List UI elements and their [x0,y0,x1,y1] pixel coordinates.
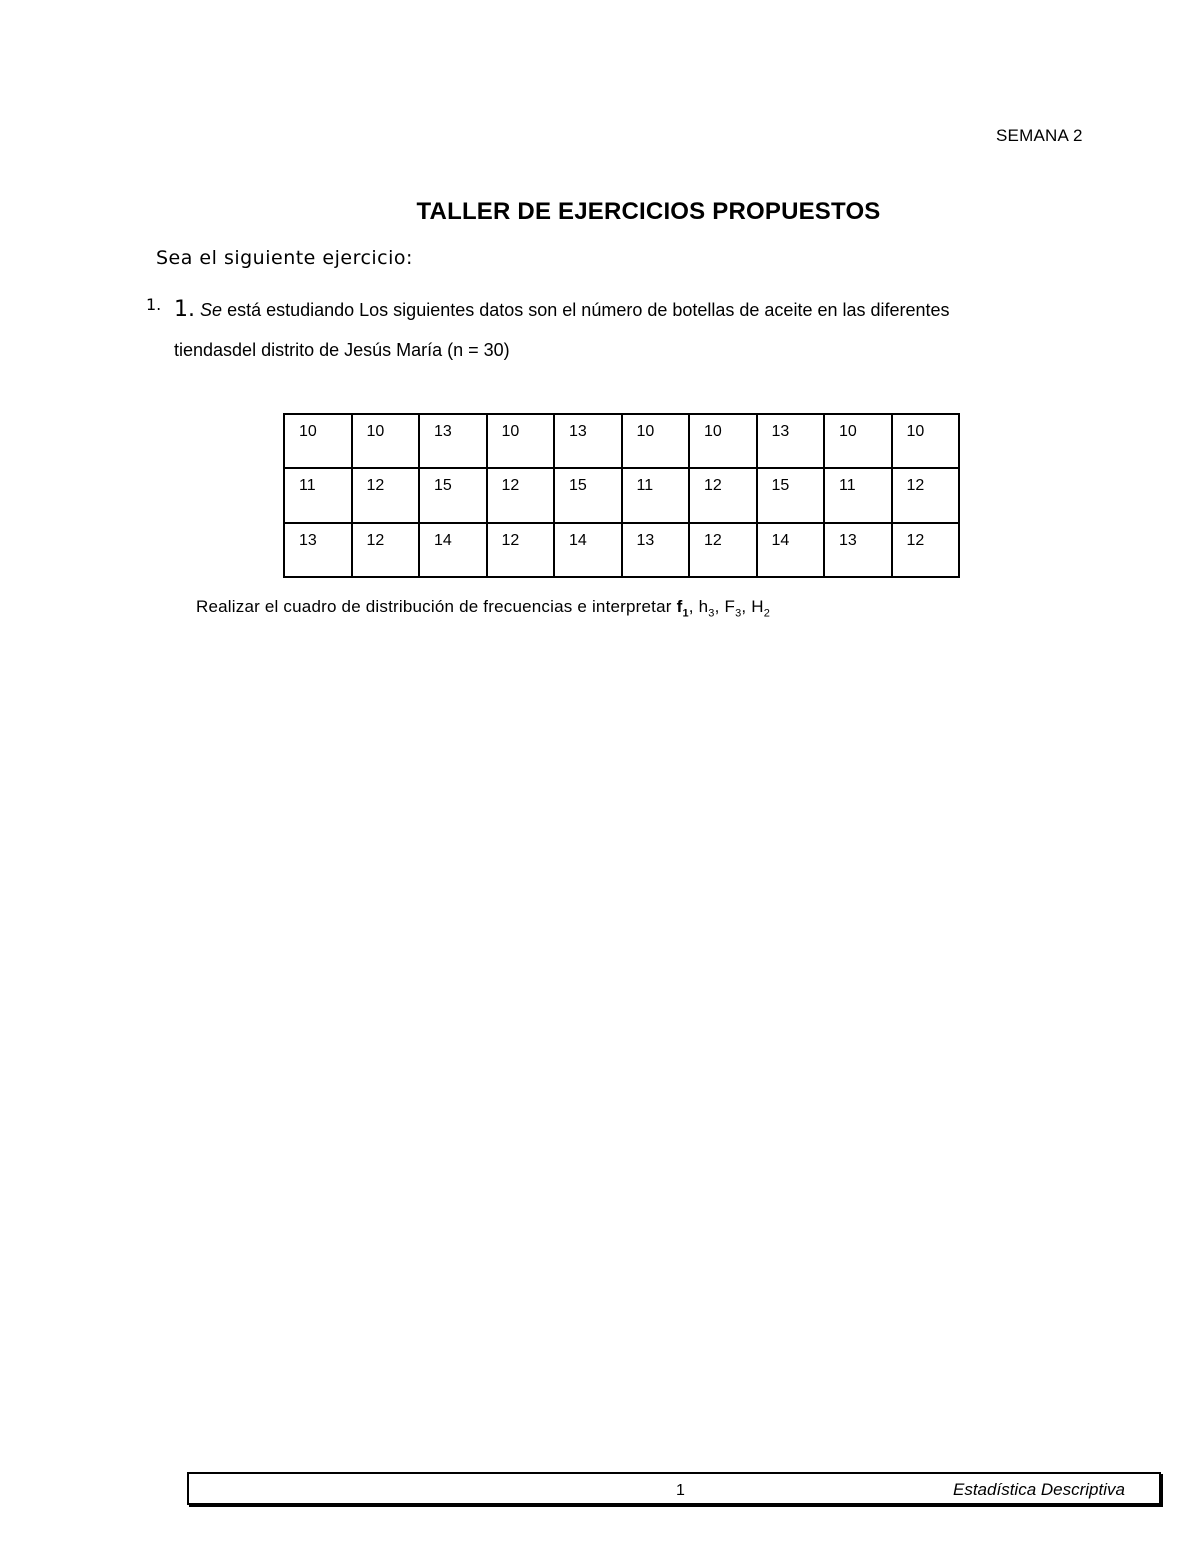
footer-page-number: 1 [676,1482,685,1499]
term-symbol: h [698,597,709,616]
table-cell: 10 [689,414,757,468]
table-cell: 11 [622,468,690,522]
table-cell: 11 [824,468,892,522]
table-cell: 14 [757,523,825,577]
exercise-lead: Se [200,300,223,320]
table-cell: 13 [622,523,690,577]
table-cell: 12 [689,468,757,522]
term-subscript: 3 [708,607,715,620]
list-number: 1. [146,295,162,314]
table-cell: 12 [352,523,420,577]
term-separator: , [714,597,725,616]
exercise-text-line1: está estudiando Los siguientes datos son el número de botellas de aceite en las diferentes [227,300,950,320]
term-symbol: H [751,597,764,616]
table-cell: 12 [352,468,420,522]
table-cell: 13 [284,523,352,577]
table-cell: 15 [419,468,487,522]
footer-course-name: Estadística Descriptiva [953,1480,1125,1499]
term-subscript: 2 [763,607,771,620]
exercise-number: 1. [174,297,195,322]
table-cell: 12 [689,523,757,577]
table-cell: 15 [554,468,622,522]
term-separator: , [688,597,699,616]
table-cell: 15 [757,468,825,522]
data-table [283,413,960,578]
table-cell: 10 [284,414,352,468]
week-label: SEMANA 2 [996,126,1083,145]
table-cell: 14 [554,523,622,577]
table-row [284,468,959,522]
table-cell: 14 [419,523,487,577]
table-cell: 10 [352,414,420,468]
table-row [284,523,959,577]
term-separator: , [741,597,752,616]
table-cell: 13 [419,414,487,468]
table-cell: 11 [284,468,352,522]
table-cell: 12 [487,523,555,577]
term-symbol: f [676,597,683,616]
instruction-sentence: Realizar el cuadro de distribución de frecuencias e interpretar [196,597,672,616]
table-cell: 12 [892,468,960,522]
table-cell: 13 [757,414,825,468]
table-cell: 12 [892,523,960,577]
intro-text: Sea el siguiente ejercicio: [156,247,413,269]
term-symbol: F [724,597,736,616]
table-cell: 10 [487,414,555,468]
instruction-text [196,597,770,619]
table-cell: 13 [554,414,622,468]
table-cell: 12 [487,468,555,522]
term-subscript: 3 [735,607,742,620]
table-row [284,414,959,468]
exercise-text-line2: tiendasdel distrito de Jesús María (n = 30) [174,340,510,360]
instruction-terms [676,597,771,620]
table-cell: 10 [824,414,892,468]
exercise-statement [174,290,1054,370]
table-cell: 13 [824,523,892,577]
term-subscript: 1 [682,607,689,620]
table-cell: 10 [892,414,960,468]
table-cell: 10 [622,414,690,468]
page-title: TALLER DE EJERCICIOS PROPUESTOS [416,198,881,225]
